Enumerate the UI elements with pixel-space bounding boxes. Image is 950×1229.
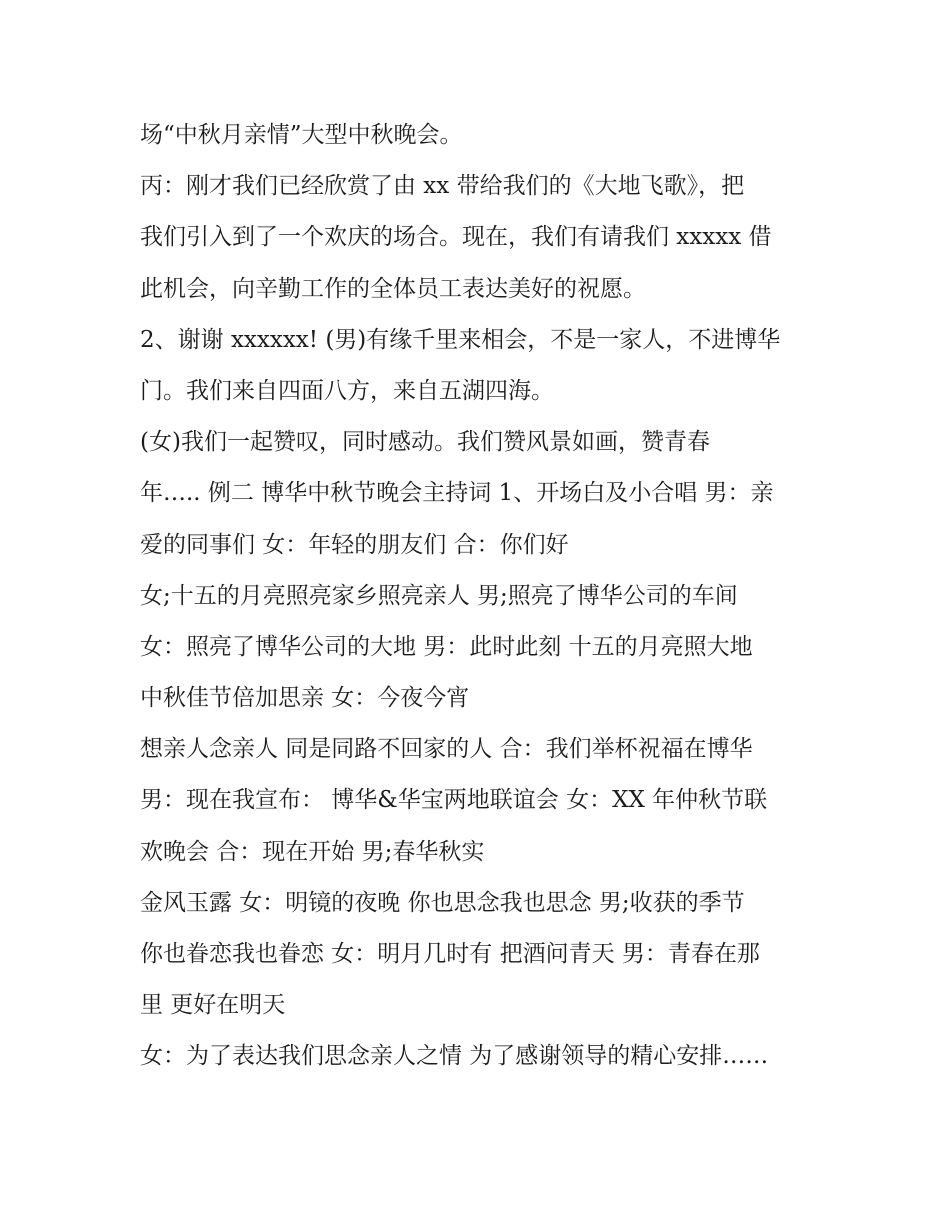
text-line: 欢晚会 合：现在开始 男;春华秋实	[140, 838, 485, 865]
text-line: 场“中秋月亲情”大型中秋晚会。	[140, 122, 463, 148]
text-line: 门。我们来自四面八方，来自五湖四海。	[140, 377, 554, 404]
text-line: 里 更好在明天	[140, 992, 286, 1019]
text-line: 我们引入到了一个欢庆的场合。现在，我们有请我们 xxxxx 借	[140, 224, 772, 251]
document-body	[140, 110, 820, 1083]
text-line: 丙：刚才我们已经欣赏了由 xx 带给我们的《大地飞歌》，把	[140, 173, 745, 200]
text-line: 年….. 例二 博华中秋节晚会主持词 1、开场白及小合唱 男：亲	[140, 480, 774, 507]
text-line: 此机会，向辛勤工作的全体员工表达美好的祝愿。	[140, 275, 646, 302]
text-line: 女;十五的月亮照亮家乡照亮亲人 男;照亮了博华公司的车间	[140, 582, 738, 609]
text-line: 爱的同事们 女：年轻的朋友们 合：你们好	[140, 531, 569, 558]
text-line: 你也眷恋我也眷恋 女：明月几时有 把酒问青天 男：青春在那	[140, 941, 760, 967]
text-line: 想亲人念亲人 同是同路不回家的人 合：我们举杯祝福在博华	[140, 736, 753, 763]
text-line: (女)我们一起赞叹，同时感动。我们赞风景如画，赞青春	[140, 429, 710, 456]
text-line: 男：现在我宣布： 博华&华宝两地联谊会 女：XX 年仲秋节联	[140, 787, 768, 814]
text-line: 金风玉露 女：明镜的夜晚 你也思念我也思念 男;收获的季节	[140, 889, 745, 916]
text-line: 女：为了表达我们思念亲人之情 为了感谢领导的精心安排……	[140, 1043, 769, 1070]
text-line: 女：照亮了博华公司的大地 男：此时此刻 十五的月亮照大地	[140, 633, 753, 660]
text-line: 2、谢谢 xxxxxx! (男)有缘千里来相会，不是一家人，不进博华	[140, 326, 781, 353]
text-line: 中秋佳节倍加思亲 女：今夜今宵	[140, 685, 470, 712]
